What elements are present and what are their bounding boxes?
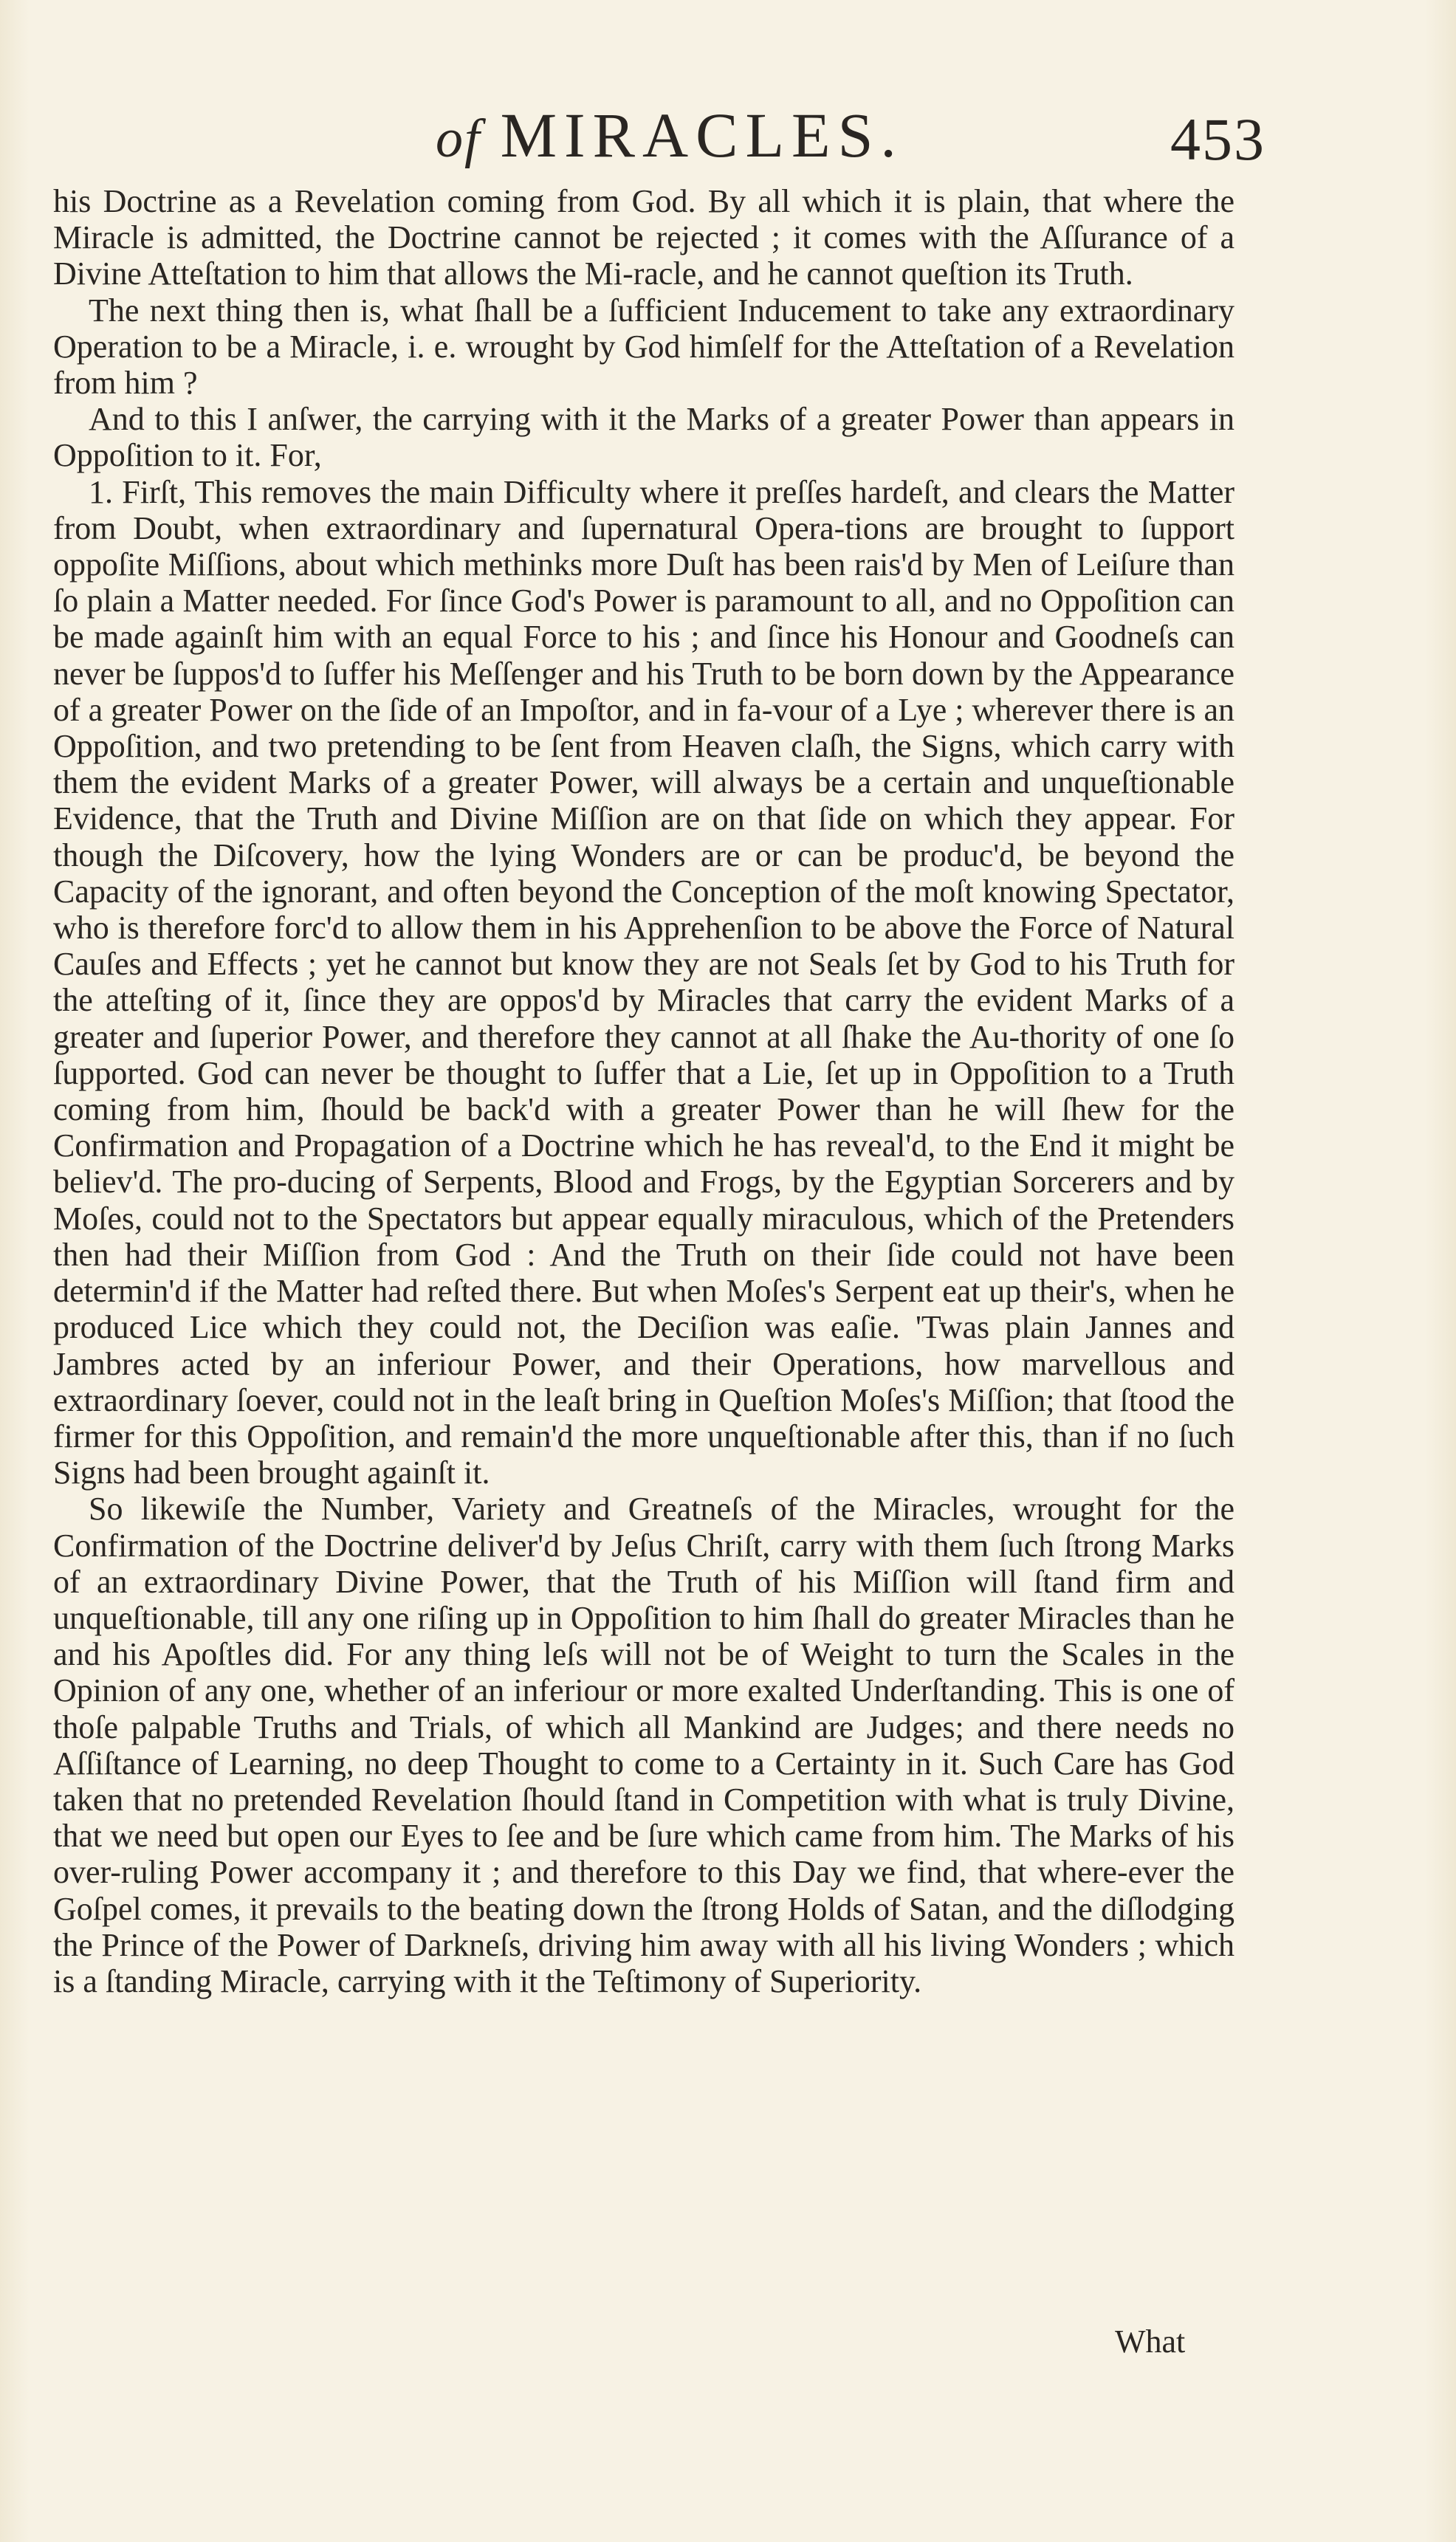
page-number: 453	[1170, 106, 1266, 173]
paragraph-2: The next thing then is, what ſhall be a ſufficient Inducement to take any extraordinary Operation to be a Miracle, i. e. wrought by God himſelf for the Atteſtation of a Revelation from him ?	[53, 292, 1234, 402]
paragraph-1: his Doctrine as a Revelation coming from God. By all which it is plain, that where the Miracle is admitted, the Doctrine cannot be rejected ; it comes with the Aſſurance of a Divine Atteſtation to him that allows the Mi-racle, and he cannot queſtion its Truth.	[53, 183, 1234, 292]
paragraph-3: And to this I anſwer, the carrying with it the Marks of a greater Power than appears in Oppoſition to it. For,	[53, 401, 1234, 474]
running-head	[436, 100, 904, 171]
page-header	[0, 100, 1456, 192]
running-head-title: MIRACLES.	[500, 100, 904, 171]
body-text	[53, 183, 1234, 1999]
paragraph-4: 1. Firſt, This removes the main Difficulty where it preſſes hardeſt, and clears the Matter from Doubt, when extraordinary and ſupernatural Opera-tions are brought to ſupport oppoſite Miſſions, about which methinks more Duſt has been rais'd by Men of Leiſure than ſo plain a Matter needed. For ſince God's Power is paramount to all, and no Oppoſition can be made againſt him with an equal Force to his ; and ſince his Honour and Goodneſs can never be ſuppos'd to ſuffer his Meſſenger and his Truth to be born down by the Appearance of a greater Power on the ſide of an Impoſtor, and in fa-vour of a Lye ; wherever there is an Oppoſition, and two pretending to be ſent from Heaven claſh, the Signs, which carry with them the evident Marks of a greater Power, will always be a certain and unqueſtionable Evidence, that the Truth and Divine Miſſion are on that ſide on which they appear. For though the Diſcovery, how the lying Wonders are or can be produc'd, be beyond the Capacity of the ignorant, and often beyond the Conception of the moſt knowing Spectator, who is therefore forc'd to allow them in his Apprehenſion to be above the Force of Natural Cauſes and Effects ; yet he cannot but know they are not Seals ſet by God to his Truth for the atteſting of it, ſince they are oppos'd by Miracles that carry the evident Marks of a greater and ſuperior Power, and therefore they cannot at all ſhake the Au-thority of one ſo ſupported. God can never be thought to ſuffer that a Lie, ſet up in Oppoſition to a Truth coming from him, ſhould be back'd with a greater Power than he will ſhew for the Confirmation and Propagation of a Doctrine which he has reveal'd, to the End it might be believ'd. The pro-ducing of Serpents, Blood and Frogs, by the Egyptian Sorcerers and by Moſes, could not to the Spectators but appear equally miraculous, which of the Pretenders then had their Miſſion from God : And the Truth on their ſide could not have been determin'd if the Matter had reſted there. But when Moſes's Serpent eat up their's, when he produced Lice which they could not, the Deciſion was eaſie. 'Twas plain Jannes and Jambres acted by an inferiour Power, and their Operations, how marvellous and extraordinary ſoever, could not in the leaſt bring in Queſtion Moſes's Miſſion; that ſtood the firmer for this Oppoſition, and remain'd the more unqueſtionable after this, than if no ſuch Signs had been brought againſt it.	[53, 473, 1234, 1491]
catchword: What	[1115, 2323, 1186, 2360]
paragraph-5: So likewiſe the Number, Variety and Greatneſs of the Miracles, wrought for the Confirmation of the Doctrine deliver'd by Jeſus Chriſt, carry with them ſuch ſtrong Marks of an extraordinary Divine Power, that the Truth of his Miſſion will ſtand firm and unqueſtionable, till any one riſing up in Oppoſition to him ſhall do greater Miracles than he and his Apoſtles did. For any thing leſs will not be of Weight to turn the Scales in the Opinion of any one, whether of an inferiour or more exalted Underſtanding. This is one of thoſe palpable Truths and Trials, of which all Mankind are Judges; and there needs no Aſſiſtance of Learning, no deep Thought to come to a Certainty in it. Such Care has God taken that no pretended Revelation ſhould ſtand in Competition with what is truly Divine, that we need but open our Eyes to ſee and be ſure which came from him. The Marks of his over-ruling Power accompany it ; and therefore to this Day we find, that where-ever the Goſpel comes, it prevails to the beating down the ſtrong Holds of Satan, and the diſlodging the Prince of the Power of Darkneſs, driving him away with all his living Wonders ; which is a ſtanding Miracle, carrying with it the Teſtimony of Superiority.	[53, 1491, 1234, 1999]
running-head-prefix: of	[436, 109, 481, 169]
